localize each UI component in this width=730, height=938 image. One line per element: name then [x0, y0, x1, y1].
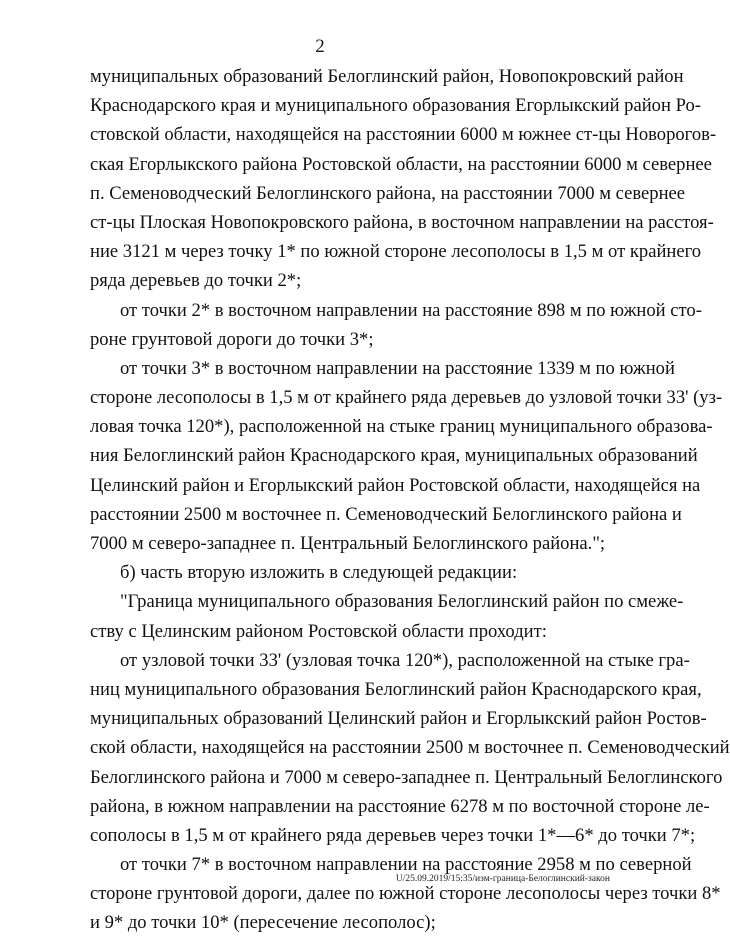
text-line: 7000 м северо-западнее п. Центральный Белоглинского района.";	[90, 533, 606, 554]
text-line: п. Семеноводческий Белоглинского района, на расстоянии 7000 м севернее	[90, 182, 686, 204]
text-line: муниципальных образований Целинский район и Егорлыкский район Ростов-	[90, 708, 707, 730]
text-line: ниц муниципального образования Белоглинский район Краснодарского края,	[90, 678, 702, 700]
text-line: района, в южном направлении на расстояние 6278 м по восточной стороне ле-	[90, 795, 710, 817]
text-line: "Граница муниципального образования Белоглинский район по смеже-	[120, 591, 684, 613]
text-line: сополосы в 1,5 м от крайнего ряда деревьев через точки 1*—6* до точки 7*;	[90, 824, 696, 846]
page-number: 2	[315, 36, 325, 57]
text-line: ская Егорлыкского района Ростовской области, на расстоянии 6000 м севернее	[90, 153, 712, 175]
text-line: расстоянии 2500 м восточнее п. Семеноводческий Белоглинского района и	[90, 503, 682, 525]
text-line: Краснодарского края и муниципального образования Егорлыкский район Ро-	[90, 95, 701, 117]
text-line: муниципальных образований Белоглинский район, Новопокровский район	[90, 66, 684, 87]
text-line: б) часть вторую изложить в следующей редакции:	[120, 562, 518, 584]
text-line: от точки 7* в восточном направлении на расстояние 2958 м по северной	[120, 854, 692, 876]
text-line: ловая точка 120*), расположенной на стыке границ муниципального образова-	[90, 416, 713, 438]
text-line: роне грунтовой дороги до точки 3*;	[90, 328, 374, 350]
text-line: от точки 3* в восточном направлении на расстояние 1339 м по южной	[120, 357, 675, 379]
footer-filename: U/25.09.2019/15:35/изм-граница-Белоглинский-закон	[395, 874, 610, 884]
text-line: и 9* до точки 10* (пересечение лесополос);	[90, 912, 436, 934]
text-line: Белоглинского района и 7000 м северо-западнее п. Центральный Белоглинского	[90, 766, 723, 788]
text-line: ству с Целинским районом Ростовской области проходит:	[90, 620, 547, 642]
text-line: Целинский район и Егорлыкский район Ростовской области, находящейся на	[90, 474, 701, 496]
document-body	[90, 62, 730, 938]
text-line: от узловой точки 33' (узловая точка 120*), расположенной на стыке гра-	[120, 649, 690, 671]
text-line: ст-цы Плоская Новопокровского района, в восточном направлении на расстоя-	[90, 211, 714, 233]
text-line: ние 3121 м через точку 1* по южной стороне лесополосы в 1,5 м от крайнего	[90, 241, 702, 263]
text-line: ской области, находящейся на расстоянии 2500 м восточнее п. Семеноводческий	[90, 737, 730, 759]
text-line: от точки 2* в восточном направлении на расстояние 898 м по южной сто-	[120, 299, 702, 321]
text-line: стовской области, находящейся на расстоянии 6000 м южнее ст-цы Новорогов-	[90, 124, 717, 146]
text-line: ния Белоглинский район Краснодарского края, муниципальных образований	[90, 445, 698, 467]
text-line: стороне лесополосы в 1,5 м от крайнего ряда деревьев до узловой точки 33' (уз-	[90, 387, 723, 409]
text-line: ряда деревьев до точки 2*;	[90, 270, 302, 292]
text-line: стороне грунтовой дороги, далее по южной стороне лесополосы через точки 8*	[90, 883, 721, 905]
